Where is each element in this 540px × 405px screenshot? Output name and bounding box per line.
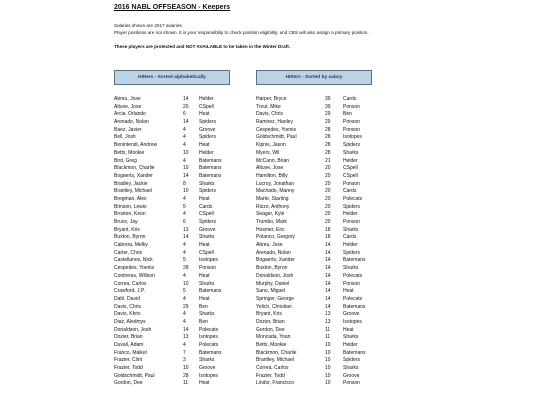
player-name: Springer, George: [256, 295, 295, 302]
player-team: Heat: [199, 111, 210, 118]
player-name: Polanco, Gregory: [256, 234, 295, 241]
player-name: Betts, Mookie: [256, 342, 287, 348]
player-name: Trumbo, Mark: [256, 219, 287, 225]
player-name: Gordon, Dee: [114, 380, 143, 387]
player-team: Spiders: [199, 219, 216, 225]
player-salary: 10: [183, 149, 189, 156]
player-team: Spiders: [343, 203, 360, 210]
player-salary: 8: [183, 180, 186, 187]
player-salary: 14: [183, 326, 189, 333]
player-salary: 14: [325, 288, 331, 295]
player-name: Dozier, Brian: [114, 334, 143, 341]
player-salary: 13: [183, 226, 189, 233]
player-salary: 20: [325, 188, 331, 195]
player-name: Correa, Carlos: [256, 365, 289, 372]
player-team: Heat: [343, 288, 354, 295]
player-name: Davis, Chris: [256, 111, 283, 118]
player-name: Carter, Chris: [114, 249, 143, 256]
player-name: Frazier, Todd: [256, 372, 285, 379]
player-team: Ben: [199, 318, 208, 325]
player-team: Sharks: [199, 180, 215, 187]
player-team: CSpell: [199, 249, 214, 256]
player-team: Cards: [199, 203, 213, 210]
player-salary: 10: [325, 357, 331, 364]
player-name: Davis, Chris: [114, 303, 141, 310]
player-team: Heat: [199, 380, 210, 387]
player-team: Isotopes: [199, 372, 218, 379]
player-salary: 14: [325, 257, 331, 264]
player-salary: 11: [183, 380, 189, 387]
player-salary: 28: [325, 142, 331, 149]
player-team: Spiders: [199, 188, 216, 195]
player-salary: 28: [325, 134, 331, 141]
player-name: Bell, Josh: [114, 134, 136, 141]
player-name: Ramirez, Hanley: [256, 119, 293, 126]
player-name: Frazier, Todd: [114, 365, 143, 372]
player-name: Altuve, Jose: [114, 103, 142, 110]
player-team: Batemans: [199, 288, 222, 295]
player-salary: 28: [325, 149, 331, 156]
player-name: Bogaerts, Xander: [256, 257, 295, 264]
player-salary: 14: [325, 242, 331, 249]
player-salary: 14: [183, 172, 189, 179]
player-salary: 5: [183, 288, 186, 295]
player-team: Cards: [343, 188, 357, 195]
player-team: Spiders: [343, 142, 360, 149]
player-name: Baez, Javier: [114, 126, 142, 133]
player-salary: 20: [325, 211, 331, 218]
player-salary: 39: [325, 96, 331, 102]
player-team: Batemans: [199, 165, 222, 172]
player-salary: 28: [183, 372, 189, 379]
player-team: Heat: [199, 272, 210, 279]
player-salary: 29: [183, 303, 189, 310]
player-salary: 4: [183, 318, 186, 325]
player-team: Heat: [199, 142, 210, 149]
player-team: Helder: [343, 342, 358, 348]
player-name: Dahl, David: [114, 295, 140, 302]
player-name: Frazier, Clint: [114, 357, 143, 364]
player-name: Abreu, Jose: [256, 242, 283, 249]
player-team: Batemans: [343, 349, 366, 356]
player-salary: 4: [183, 295, 186, 302]
player-team: Ben: [199, 303, 208, 310]
player-salary: 10: [325, 342, 331, 348]
player-salary: 4: [183, 211, 186, 218]
player-name: Gordon, Dee: [256, 326, 285, 333]
player-salary: 10: [183, 365, 189, 372]
player-name: Trout, Mike: [256, 103, 281, 110]
player-team: Groove: [343, 311, 360, 318]
player-team: Batemans: [343, 257, 366, 264]
salary-note: Salaries shown are 2017 salaries.: [114, 23, 183, 28]
player-salary: 4: [183, 311, 186, 318]
player-name: Brantley, Michael: [256, 357, 294, 364]
player-name: Davis, Khris: [114, 311, 141, 318]
player-team: Spiders: [199, 134, 216, 141]
player-salary: 6: [183, 111, 186, 118]
player-team: Sharks: [343, 226, 359, 233]
player-salary: 4: [183, 272, 186, 279]
player-salary: 39: [325, 103, 331, 110]
player-salary: 10: [325, 380, 331, 387]
player-salary: 10: [183, 280, 189, 287]
player-salary: 4: [183, 157, 186, 164]
player-name: Yelich, Christian: [256, 303, 292, 310]
player-salary: 4: [183, 134, 186, 141]
player-name: Bregman, Alex: [114, 195, 147, 202]
player-team: Isotopes: [199, 334, 218, 341]
player-name: Arenado, Nolan: [256, 249, 291, 256]
player-salary: 14: [325, 303, 331, 310]
player-name: Abreu, Jose: [114, 96, 141, 102]
player-team: CSpell: [199, 103, 214, 110]
player-salary: 13: [325, 318, 331, 325]
player-team: Ponson: [343, 219, 360, 225]
player-team: Ponson: [343, 180, 360, 187]
player-salary: 14: [183, 96, 189, 102]
player-salary: 14: [325, 272, 331, 279]
player-salary: 14: [325, 249, 331, 256]
player-salary: 20: [325, 195, 331, 202]
player-name: Seager, Kyle: [256, 211, 285, 218]
player-team: Sharks: [199, 280, 215, 287]
player-name: Altuve, Jose: [256, 165, 284, 172]
player-salary: 10: [183, 165, 189, 172]
player-name: Bryant, Kris: [114, 226, 140, 233]
player-name: Brinson, Lewis: [114, 203, 147, 210]
player-salary: 4: [183, 126, 186, 133]
player-salary: 21: [325, 157, 331, 164]
player-name: Lindor, Francisco: [256, 380, 295, 387]
player-name: Machado, Manny: [256, 188, 295, 195]
player-name: Duvall, Adam: [114, 342, 144, 348]
player-name: Bogaerts, Xander: [114, 172, 153, 179]
player-name: McCann, Brian: [256, 157, 290, 164]
player-name: Diaz, Aledmys: [114, 318, 146, 325]
player-salary: 11: [325, 326, 331, 333]
player-team: Helder: [343, 242, 358, 249]
player-name: Buxton, Byron: [256, 265, 288, 272]
player-team: CSpell: [199, 211, 214, 218]
player-team: Polecats: [343, 195, 363, 202]
player-team: Spiders: [343, 357, 360, 364]
player-team: Helder: [199, 96, 214, 102]
player-salary: 14: [325, 280, 331, 287]
player-name: Blackmon, Charlie: [256, 349, 297, 356]
player-salary: 10: [325, 349, 331, 356]
player-name: Benintendi, Andrew: [114, 142, 158, 149]
player-team: Heat: [199, 295, 210, 302]
player-team: Groove: [343, 372, 360, 379]
player-name: Betts, Mookie: [114, 149, 145, 156]
player-team: Sharks: [199, 234, 215, 241]
player-name: Marte, Starling: [256, 195, 289, 202]
player-salary: 4: [183, 342, 186, 348]
player-name: Franco, Maikel: [114, 349, 147, 356]
player-salary: 20: [325, 172, 331, 179]
player-salary: 14: [325, 295, 331, 302]
player-team: Sharks: [199, 311, 215, 318]
player-name: Contreras, Willson: [114, 272, 155, 279]
player-salary: 6: [183, 219, 186, 225]
position-note: Player positions are not shown. It is your responsiblity to check position eligibility, and CBS will also assign a primary position.: [114, 30, 369, 35]
player-team: Heat: [199, 195, 210, 202]
player-team: Isotopes: [343, 134, 362, 141]
player-salary: 29: [325, 119, 331, 126]
player-team: Batemans: [199, 349, 222, 356]
player-salary: 13: [325, 311, 331, 318]
player-name: Kipnis, Jason: [256, 142, 286, 149]
player-team: Sharks: [343, 365, 359, 372]
page-title: 2016 NABL OFFSEASON - Keepers: [114, 4, 231, 11]
player-name: Correa, Carlos: [114, 280, 147, 287]
player-name: Buxton, Byron: [114, 234, 146, 241]
player-salary: 13: [183, 334, 189, 341]
player-name: Dozier, Brian: [256, 318, 285, 325]
player-salary: 10: [325, 365, 331, 372]
player-salary: 20: [325, 165, 331, 172]
player-team: Helder: [343, 211, 358, 218]
player-salary: 10: [325, 372, 331, 379]
player-name: Arenado, Nolan: [114, 119, 149, 126]
player-team: Heat: [199, 242, 210, 249]
player-salary: 28: [183, 265, 189, 272]
player-team: Polecats: [199, 326, 219, 333]
player-team: Groove: [199, 226, 216, 233]
player-team: Helder: [343, 157, 358, 164]
player-salary: 20: [325, 180, 331, 187]
player-name: Bruce, Jay: [114, 219, 138, 225]
player-team: Polecats: [343, 295, 363, 302]
player-salary: 20: [325, 219, 331, 225]
player-name: Cespedes, Yoenis: [256, 126, 297, 133]
player-team: Sharks: [343, 265, 359, 272]
player-team: Isotopes: [343, 318, 362, 325]
player-team: Polecats: [199, 342, 219, 348]
player-team: Ponson: [343, 380, 360, 387]
player-salary: 3: [183, 357, 186, 364]
player-team: Batemans: [199, 172, 222, 179]
player-name: Blackmon, Charlie: [114, 165, 155, 172]
player-name: Bradley, Jackie: [114, 180, 148, 187]
player-name: Cespedes, Yoenis: [114, 265, 155, 272]
player-team: Ponson: [343, 103, 360, 110]
player-name: Goldschmidt, Paul: [256, 134, 297, 141]
salary-header: Hitters - Sorted by salary: [256, 70, 372, 85]
player-team: Cards: [343, 234, 357, 241]
player-salary: 14: [183, 234, 189, 241]
player-team: Isotopes: [199, 257, 218, 264]
player-salary: 5: [183, 257, 186, 264]
player-team: Batemans: [199, 157, 222, 164]
player-team: Batemans: [343, 303, 366, 310]
player-salary: 10: [183, 188, 189, 195]
player-team: Cards: [343, 96, 357, 102]
player-salary: 4: [183, 195, 186, 202]
protected-note: These players are protected and NOT AVAILABLE to be taken in the Winter Draft.: [114, 44, 290, 49]
player-salary: 20: [325, 203, 331, 210]
player-name: Castellanos, Nick: [114, 257, 153, 264]
player-salary: 14: [325, 265, 331, 272]
player-team: CSpell: [343, 172, 358, 179]
player-team: Spiders: [343, 249, 360, 256]
player-salary: 4: [183, 249, 186, 256]
player-name: Sano, Miguel: [256, 288, 286, 295]
player-name: Crawford, J.P.: [114, 288, 146, 295]
player-salary: 4: [183, 242, 186, 249]
player-name: Donaldson, Josh: [114, 326, 152, 333]
player-team: Ponson: [343, 126, 360, 133]
player-name: Lucroy, Jonathan: [256, 180, 294, 187]
player-salary: 14: [183, 119, 189, 126]
player-team: Heat: [343, 326, 354, 333]
player-team: Groove: [199, 365, 216, 372]
alphabetical-header: Hitters - Sorted alphabetically: [114, 70, 230, 85]
player-team: Helder: [199, 149, 214, 156]
player-salary: 28: [325, 126, 331, 133]
player-name: Murphy, Daniel: [256, 280, 290, 287]
player-name: Hosmer, Eric: [256, 226, 285, 233]
player-team: Sharks: [343, 149, 359, 156]
player-name: Myers, Wil: [256, 149, 280, 156]
player-team: Ben: [343, 111, 352, 118]
player-name: Hamilton, Billy: [256, 172, 288, 179]
player-salary: 18: [325, 234, 331, 241]
player-team: Groove: [199, 126, 216, 133]
player-salary: 20: [183, 103, 189, 110]
player-salary: 18: [325, 226, 331, 233]
player-name: Arcia, Orlando: [114, 111, 146, 118]
player-salary: 11: [325, 334, 331, 341]
player-name: Bryant, Kris: [256, 311, 282, 318]
player-team: Sharks: [199, 357, 215, 364]
player-name: Harper, Bryce: [256, 96, 287, 102]
player-team: Ponson: [199, 265, 216, 272]
player-salary: 4: [183, 142, 186, 149]
player-team: Ponson: [343, 119, 360, 126]
player-team: Sharks: [343, 334, 359, 341]
player-team: CSpell: [343, 165, 358, 172]
player-name: Rizzo, Anthony: [256, 203, 290, 210]
player-name: Cabrera, Melky: [114, 242, 148, 249]
player-name: Brantley, Michael: [114, 188, 152, 195]
player-salary: 5: [183, 203, 186, 210]
player-team: Ponson: [343, 280, 360, 287]
player-team: Spiders: [199, 119, 216, 126]
player-name: Goldschmidt, Paul: [114, 372, 155, 379]
player-name: Broxton, Keon: [114, 211, 146, 218]
player-salary: 29: [325, 111, 331, 118]
player-team: Polecats: [343, 272, 363, 279]
player-name: Donaldson, Josh: [256, 272, 294, 279]
player-name: Moncada, Yoan: [256, 334, 291, 341]
player-name: Bird, Greg: [114, 157, 137, 164]
player-salary: 7: [183, 349, 186, 356]
